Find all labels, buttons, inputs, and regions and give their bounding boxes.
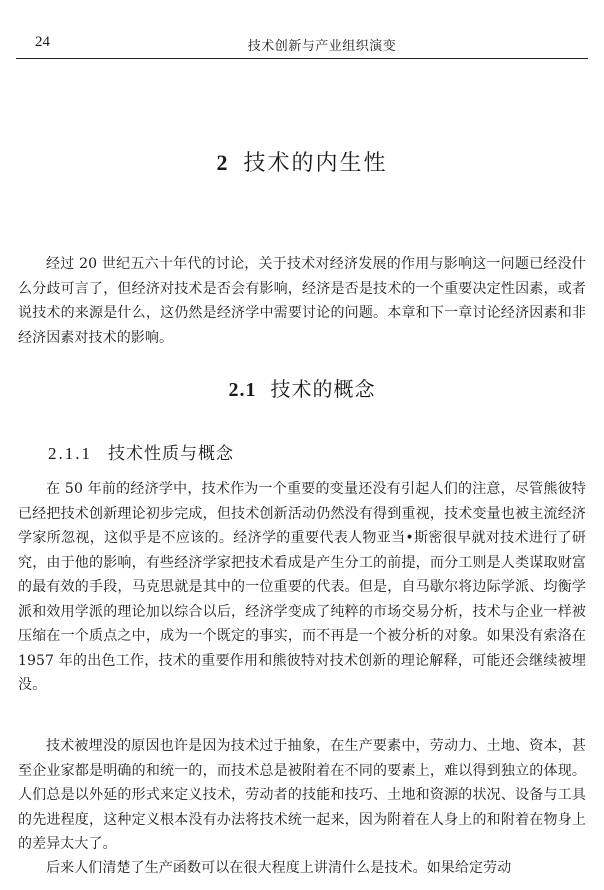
subsection-title: 技术性质与概念 (108, 444, 234, 464)
section-title: 技术的概念 (270, 377, 376, 401)
subsection-heading (48, 439, 234, 464)
body-paragraph: 在 50 年前的经济学中，技术作为一个重要的变量还没有引起人们的注意，尽管熊彼特已经把技术创新理论初步完成，但技术创新活动仍然没有得到重视，技术变量也被主流经济学家所忽视，这似乎是不应该的。经济学的重要代表人物亚当•斯密很早就对技术进行了研究，由于他的影响，有些经济学家把技术看成是产生分工的前提，而分工则是人类谋取财富的最有效的手段，马克思就是其中的一位重要的代表。但是，自马歇尔将边际学派、均衡学派和效用学派的理论加以综合以后，经济学变成了纯粹的市场交易分析，技术与企业一样被压缩在一个质点之中，成为一个既定的事实，而不再是一个被分析的对象。如果没有索洛在 1957 年的出色工作，技术的重要作用和熊彼特对技术创新的理论解释，可能还会继续被埋没。 (18, 481, 586, 693)
running-header (16, 30, 588, 59)
subsection-number: 2.1.1 (48, 444, 92, 463)
intro-paragraph: 经过 20 世纪五六十年代的讨论，关于技术对经济发展的作用与影响这一问题已经没什么分歧可言了，但经济对技术是否会有影响，经济是否是技术的一个重要决定性因素，或者说技术的来源是什么，这仍然是经济学中需要讨论的问题。本章和下一章讨论经济因素和非经济因素对技术的影响。 (18, 256, 586, 346)
chapter-number: 2 (216, 150, 230, 175)
body-paragraph: 技术被埋没的原因也许是因为技术过于抽象，在生产要素中，劳动力、土地、资本，甚至企业家都是明确的和统一的，而技术总是被附着在不同的要素上，难以得到独立的体现。人们总是以外延的形式来定义技术，劳动者的技能和技巧、土地和资源的状况、设备与工具的先进程度，这种定义根本没有办法将技术统一起来，因为附着在人身上的和附着在物身上的差异太大了。 (18, 738, 586, 852)
chapter-heading (0, 146, 604, 177)
chapter-title: 技术的内生性 (243, 151, 388, 176)
page-number: 24 (35, 34, 50, 50)
section-heading (0, 373, 604, 402)
body-paragraph: 后来人们清楚了生产函数可以在很大程度上讲清什么是技术。如果给定劳动 (46, 860, 512, 876)
section-number: 2.1 (228, 379, 257, 401)
running-title: 技术创新与产业组织演变 (247, 39, 397, 54)
